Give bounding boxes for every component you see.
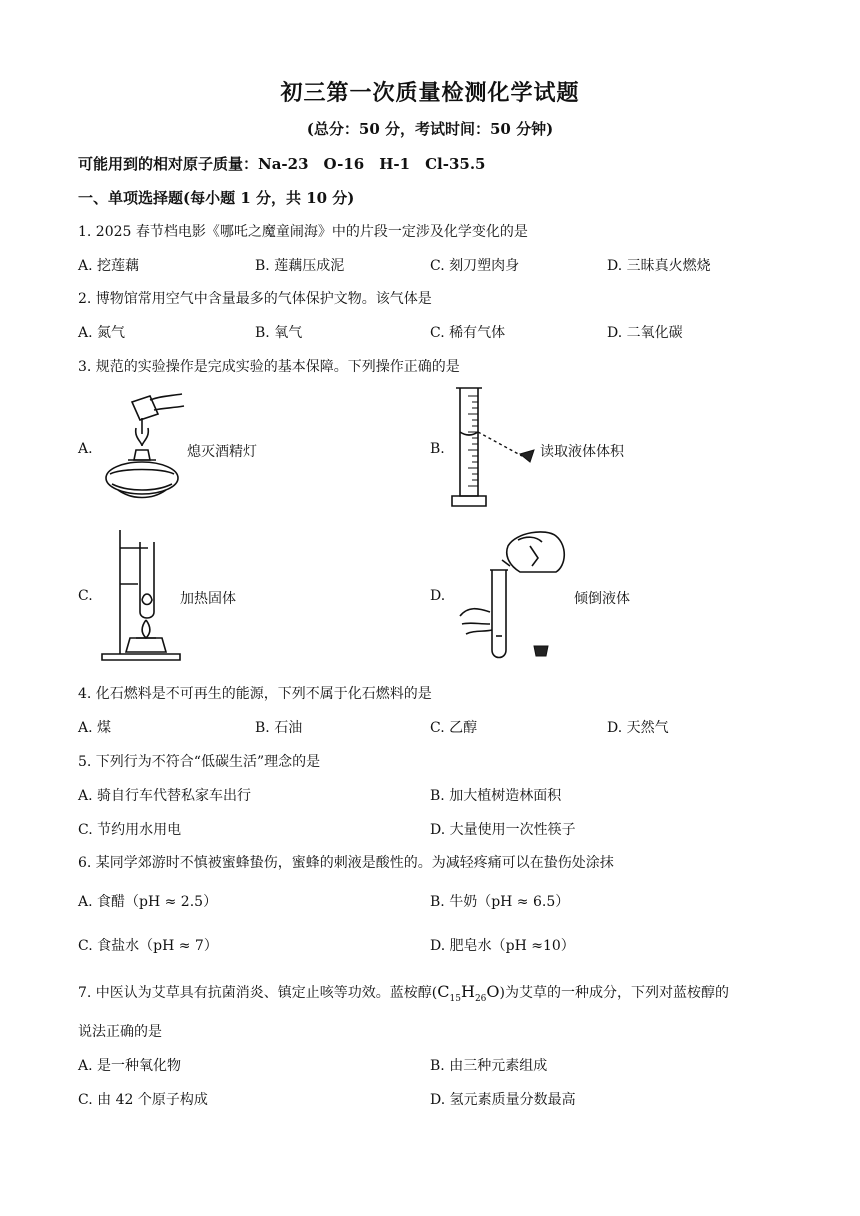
q3-option-c-label: 加热固体 [180, 591, 236, 607]
q3-option-c-letter: C. [78, 588, 93, 604]
q6-option-a: A. 食醋（pH ≈ 2.5） [78, 894, 218, 910]
q2-option-c: C. 稀有气体 [430, 325, 506, 341]
formula-c: C [437, 982, 450, 1001]
q5-option-b: B. 加大植树造林面积 [430, 788, 562, 804]
q6-option-d: D. 肥皂水（pH ≈10） [430, 938, 575, 954]
q3-option-b-label: 读取液体体积 [540, 444, 624, 460]
q2-option-b: B. 氧气 [255, 325, 303, 341]
q3-option-a-letter: A. [78, 441, 93, 457]
q7-stem-part-2: )为艾草的一种成分，下列对蓝桉醇的 [499, 985, 729, 1001]
q4-option-a: A. 煤 [78, 720, 112, 736]
q7-option-d: D. 氢元素质量分数最高 [430, 1092, 576, 1108]
q6-option-c: C. 食盐水（pH ≈ 7） [78, 938, 218, 954]
graduated-cylinder-illustration [450, 386, 546, 512]
q7-option-a: A. 是一种氧化物 [78, 1058, 182, 1074]
section-heading: 一、单项选择题(每小题 1 分，共 10 分) [78, 189, 355, 207]
q6-option-b: B. 牛奶（pH ≈ 6.5） [430, 894, 570, 910]
formula-h: H [460, 982, 475, 1001]
q1-option-a: A. 挖莲藕 [78, 258, 140, 274]
question-7-stem-cont: 说法正确的是 [78, 1024, 162, 1040]
question-2-stem: 2. 博物馆常用空气中含量最多的气体保护文物。该气体是 [78, 291, 432, 307]
alcohol-lamp-icon [98, 388, 188, 508]
q4-option-c: C. 乙醇 [430, 720, 478, 736]
q3-option-d-label: 倾倒液体 [574, 591, 630, 607]
page-title: 初三第一次质量检测化学试题 [280, 80, 580, 106]
q5-option-d: D. 大量使用一次性筷子 [430, 822, 576, 838]
test-tube-pour-icon [456, 526, 572, 664]
q1-option-b: B. 莲藕压成泥 [255, 258, 345, 274]
q5-option-a: A. 骑自行车代替私家车出行 [78, 788, 252, 804]
alcohol-lamp-illustration [98, 388, 188, 508]
q1-option-d: D. 三昧真火燃烧 [607, 258, 711, 274]
q3-option-d-letter: D. [430, 588, 446, 604]
exam-info: (总分：50 分，考试时间：50 分钟) [306, 120, 554, 138]
question-4-stem: 4. 化石燃料是不可再生的能源，下列不属于化石燃料的是 [78, 686, 432, 702]
question-5-stem: 5. 下列行为不符合“低碳生活”理念的是 [78, 754, 321, 770]
question-6-stem: 6. 某同学郊游时不慎被蜜蜂蛰伤，蜜蜂的刺液是酸性的。为减轻疼痛可以在蛰伤处涂抹 [78, 855, 614, 871]
q1-option-c: C. 刻刀塑肉身 [430, 258, 520, 274]
formula-h-count: 26 [474, 994, 487, 1005]
pouring-liquid-illustration [456, 526, 572, 664]
question-7-stem [78, 982, 729, 1004]
heating-solid-illustration [100, 526, 184, 664]
q2-option-a: A. 氮气 [78, 325, 126, 341]
q4-option-d: D. 天然气 [607, 720, 669, 736]
formula-c-count: 15 [449, 994, 461, 1005]
q7-option-c: C. 由 42 个原子构成 [78, 1092, 208, 1108]
q2-option-d: D. 二氧化碳 [607, 325, 683, 341]
chemical-formula [437, 982, 500, 1005]
q3-option-a-label: 熄灭酒精灯 [187, 444, 257, 460]
q4-option-b: B. 石油 [255, 720, 303, 736]
question-3-stem: 3. 规范的实验操作是完成实验的基本保障。下列操作正确的是 [78, 359, 460, 375]
iron-stand-icon [100, 526, 184, 664]
atomic-mass-line: 可能用到的相对原子质量：Na-23 O-16 H-1 Cl-35.5 [78, 155, 486, 173]
q7-stem-part-1: 7. 中医认为艾草具有抗菌消炎、镇定止咳等功效。蓝桉醇( [78, 985, 438, 1001]
formula-o: O [486, 982, 500, 1001]
q5-option-c: C. 节约用水用电 [78, 822, 182, 838]
graduated-cylinder-icon [450, 386, 546, 512]
question-1-stem: 1. 2025 春节档电影《哪吒之魔童闹海》中的片段一定涉及化学变化的是 [78, 224, 528, 240]
q3-option-b-letter: B. [430, 441, 445, 457]
q7-option-b: B. 由三种元素组成 [430, 1058, 548, 1074]
